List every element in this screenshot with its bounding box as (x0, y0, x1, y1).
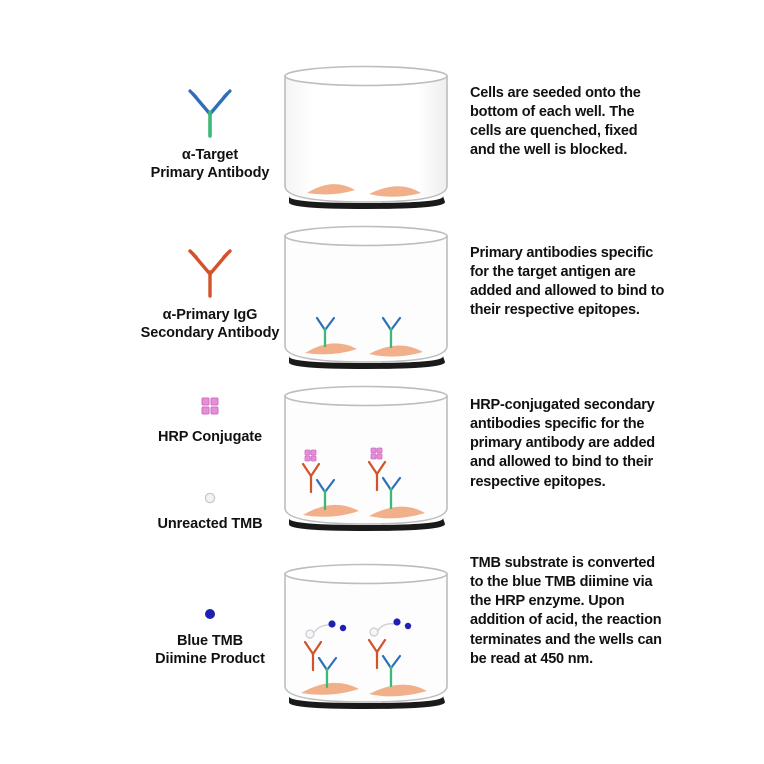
hrp-conjugate-icon (193, 392, 227, 422)
well-illustration-3 (277, 372, 455, 532)
legend-label-step-4: Blue TMB Diimine Product (155, 633, 265, 668)
well-step-2 (277, 222, 455, 375)
well-illustration-2 (277, 222, 455, 370)
workflow-step-1 (0, 62, 764, 212)
well-step-4 (277, 550, 455, 715)
workflow-step-2 (0, 222, 764, 372)
tmb-blue-glyph (393, 618, 400, 625)
description-step-4: TMB substrate is converted to the blue TMB diimine via the HRP enzyme. Upon addition of acid, the reaction terminates and the wells can be read at 450 nm. (470, 555, 662, 667)
antibody-y-icon (177, 84, 243, 140)
workflow-step-3 (0, 382, 764, 552)
description-step-1: Cells are seeded onto the bottom of each well. The cells are quenched, fixed and the well is blocked. (470, 85, 641, 159)
legend-label-step-3: HRP Conjugate (158, 429, 262, 445)
tmb-unreacted-glyph (306, 630, 314, 638)
tmb-unreacted-glyph (370, 628, 378, 636)
legend-label-unreacted-tmb: Unreacted TMB (157, 516, 263, 532)
legend-label-step-2: α-Primary IgG Secondary Antibody (140, 307, 280, 342)
tmb-blue-glyph (405, 623, 411, 629)
description-step-3: HRP-conjugated secondary antibodies specific for the primary antibody are added and allowed to bind to their respective epitopes. (470, 397, 655, 490)
antibody-y-icon (177, 244, 243, 300)
tmb-blue-glyph (340, 625, 346, 631)
description-step-2: Primary antibodies specific for the target antigen are added and allowed to bind to their respective epitopes. (470, 245, 665, 319)
well-illustration-4 (277, 550, 455, 710)
tmb-unreacted-icon (197, 487, 223, 509)
workflow-step-4 (0, 540, 764, 720)
legend-label-step-1: α-Target Primary Antibody (150, 147, 270, 182)
tmb-blue-icon (197, 602, 223, 626)
well-step-3 (277, 372, 455, 537)
well-step-1 (277, 62, 455, 215)
tmb-blue-glyph (328, 620, 335, 627)
well-illustration-1 (277, 62, 455, 210)
